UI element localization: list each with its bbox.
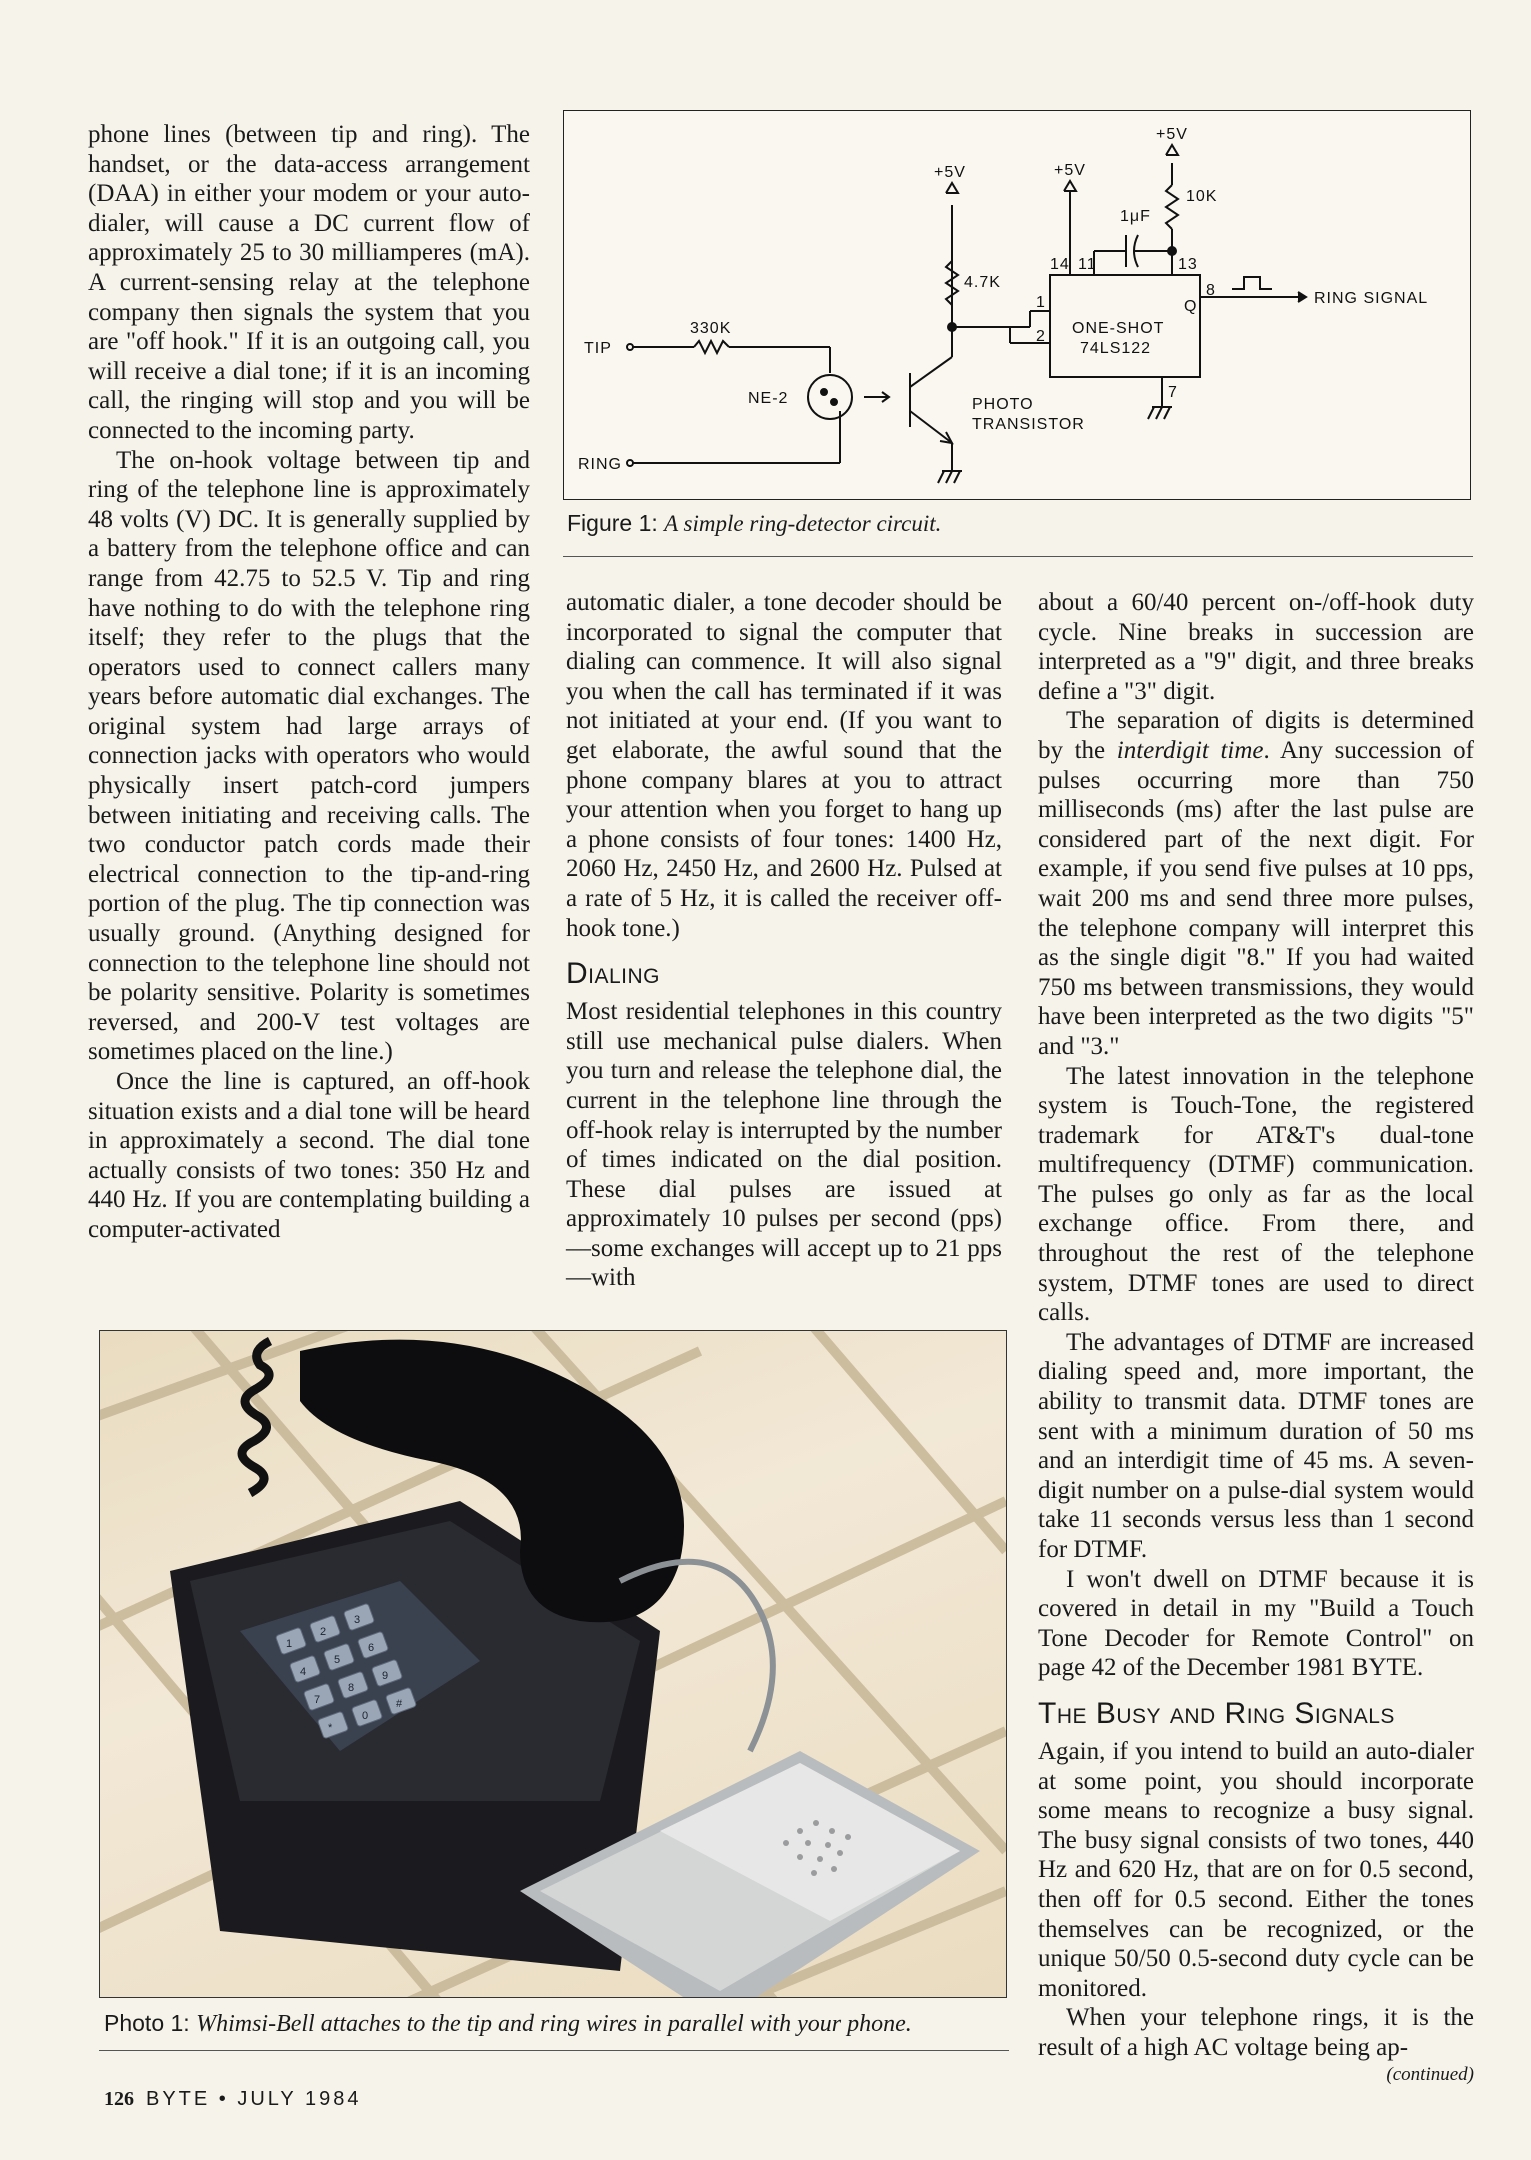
capacitor-label: 1μF [1120, 208, 1151, 225]
pin-label: 11 [1078, 256, 1097, 273]
pin-label: 13 [1178, 256, 1198, 273]
body-paragraph [1038, 706, 1474, 1061]
neon-lamp-label: NE-2 [748, 390, 789, 407]
resistor-330k-label: 330K [690, 320, 732, 337]
footer-publication: BYTE • JULY 1984 [146, 2088, 362, 2110]
keypad-key-label: * [328, 1722, 333, 1734]
keypad-key-label: 9 [382, 1670, 389, 1682]
divider [563, 556, 1473, 557]
text-run: . Any succession of pulses occurring more than 750 milliseconds (ms) after the last pulse are considered part of the next digit. For example, if you send five pulses at 10 pps, wait 200 ms and send three more pulses, the telephone company will interpret this as the single digit "8." If you had waited 750 ms between transmissions, they would have been interpreted as the two digits "5" and "3." [1038, 736, 1475, 1060]
phototransistor-label: PHOTO [972, 396, 1034, 413]
pin-label: 8 [1206, 282, 1216, 299]
body-paragraph: I won't dwell on DTMF because it is covered in detail in my "Build a Touch Tone Decoder for Remote Control" on page 42 of the December 1981 BYTE. [1038, 1565, 1474, 1682]
resistor-4k7-label: 4.7K [964, 274, 1001, 291]
keypad-key-label: # [396, 1698, 403, 1710]
photo-caption [104, 2010, 1004, 2038]
body-paragraph: about a 60/40 percent on-/off-hook duty cycle. Nine breaks in succession are interpreted as a "9" digit, and three breaks define a "3" digit. [1038, 589, 1474, 705]
one-shot-label: ONE-SHOT [1072, 320, 1165, 337]
keypad-key-label: 7 [314, 1694, 321, 1706]
keypad-key-label: 6 [368, 1642, 375, 1654]
vcc-label: +5V [1054, 162, 1086, 179]
photo-illustration [100, 1331, 1006, 1997]
right-column [1038, 588, 1474, 2087]
figure-caption-text: A simple ring-detector circuit. [664, 511, 942, 536]
keypad-key-label: 8 [348, 1682, 355, 1694]
pin-label: 2 [1036, 328, 1046, 345]
resistor-10k-label: 10K [1186, 188, 1218, 205]
keypad-key-label: 4 [300, 1666, 307, 1678]
body-paragraph: automatic dialer, a tone decoder should be incorporated to signal the computer that dialing can commence. It will also signal you when the call has terminated if it was not initiated at your end. (If you want to get elaborate, the awful sound that the phone company blares at you to attract your attention when you forget to hang up a phone consists of four tones: 1400 Hz, 2060 Hz, 2450 Hz, and 2600 Hz. Pulsed at a rate of 5 Hz, it is called the receiver off-hook tone.) [566, 589, 1002, 942]
pin-label: 7 [1168, 384, 1178, 401]
whimsi-bell-photo [99, 1330, 1007, 1998]
section-heading-dialing: Dialing [566, 957, 661, 991]
keypad-key-label: 3 [354, 1614, 361, 1626]
ring-detector-circuit-figure [563, 110, 1471, 500]
body-paragraph: phone lines (between tip and ring). The handset, or the data-access arrangement (DAA) in either your modem or your auto-dialer, will cause a DC current flow of approximately 25 to 30 milliamperes (mA). A current-sensing relay at the telephone company then signals the system that you are "off hook." If it is an outgoing call, you will receive a dial tone; if it is an incoming call, the ringing will stop and you will be connected to the incoming party. [88, 121, 530, 444]
body-paragraph: Once the line is captured, an off-hook situation exists and a dial tone will be heard in approximately a second. The dial tone actually consists of two tones: 350 Hz and 440 Hz. If you are contemplating building a computer-activated [88, 1068, 530, 1243]
photo-caption-label: Photo 1: [104, 2010, 197, 2036]
emphasis-interdigit-time: interdigit time [1116, 736, 1264, 764]
pin-label: 14 [1050, 256, 1070, 273]
body-paragraph: When your telephone rings, it is the result of a high AC voltage being ap- [1038, 2004, 1474, 2061]
keypad-key-label: 2 [320, 1626, 327, 1638]
text-run: The separation of digits is determined by the [1038, 707, 1474, 764]
body-paragraph: Again, if you intend to build an auto-dialer at some point, you should incorporate some means to recognize a busy signal. The busy signal consists of two tones, 440 Hz and 620 Hz, that are on for 0.5 second, then off for 0.5 second. Either the tones themselves can be recognized, or the unique 50/50 0.5-second duty cycle can be monitored. [1038, 1737, 1474, 2002]
page-footer [104, 2088, 361, 2111]
middle-column [566, 588, 1002, 1293]
pin-label: 1 [1036, 294, 1046, 311]
section-heading-busy-ring: The Busy and Ring Signals [1038, 1696, 1395, 1730]
phototransistor-label: TRANSISTOR [972, 416, 1085, 433]
ring-label: RING [578, 456, 622, 473]
body-paragraph: The advantages of DTMF are increased dialing speed and, more important, the ability to transmit data. DTMF tones are sent with a minimum duration of 50 ms and an interdigit time of 45 ms. A seven-digit number on a pulse-dial system would take 11 seconds versus less than 1 second for DTMF. [1038, 1328, 1474, 1563]
continued-label: (continued) [1386, 2063, 1474, 2085]
body-paragraph: The latest innovation in the telephone system is Touch-Tone, the registered trademark for AT&T's dual-tone multifrequency (DTMF) communication. The pulses go only as far as the local exchange office. From there, and throughout the rest of the telephone system, DTMF tones are used to direct calls. [1038, 1062, 1474, 1327]
keypad-key-label: 5 [334, 1654, 341, 1666]
ring-signal-label: RING SIGNAL [1314, 290, 1429, 307]
circuit-schematic [564, 111, 1470, 499]
keypad-key-label: 0 [362, 1710, 369, 1722]
chip-part-label: 74LS122 [1080, 340, 1152, 357]
divider [99, 2050, 1009, 2051]
left-column [88, 120, 530, 1245]
figure-caption [567, 510, 1467, 537]
keypad-key-label: 1 [286, 1638, 293, 1650]
body-paragraph: The on-hook voltage between tip and ring of the telephone line is approximately 48 volts (V) DC. It is generally supplied by a battery from the telephone office and can range from 42.75 to 52.5 V. Tip and ring have nothing to do with the telephone ring itself; they refer to the plugs that the operators used to connect callers many years before automatic dial exchanges. The original system had large arrays of connection jacks with operators who would physically insert patch-cord jumpers between initiating and receiving calls. The two conductor patch cords made their electrical connection to the tip-and-ring portion of the plug. The tip connection was usually ground. (Anything designed for connection to the telephone line should not be polarity sensitive. Polarity is sometimes reversed, and 200-V test voltages are sometimes placed on the line.) [88, 446, 530, 1066]
page-number: 126 [104, 2088, 134, 2110]
tip-label: TIP [584, 340, 612, 357]
vcc-label: +5V [934, 164, 966, 181]
figure-caption-label: Figure 1: [567, 510, 665, 536]
photo-caption-text: Whimsi-Bell attaches to the tip and ring wires in parallel with your phone. [196, 2011, 912, 2037]
body-paragraph: Most residential telephones in this country still use mechanical pulse dialers. When you turn and release the telephone dial, the current in the telephone line through the off-hook relay is interrupted by the number of times indicated on the dial position. These dial pulses are issued at approximately 10 pulses per second (pps)—some exchanges will accept up to 21 pps—with [566, 998, 1002, 1292]
vcc-label: +5V [1156, 126, 1188, 143]
pin-label: Q [1184, 298, 1198, 315]
